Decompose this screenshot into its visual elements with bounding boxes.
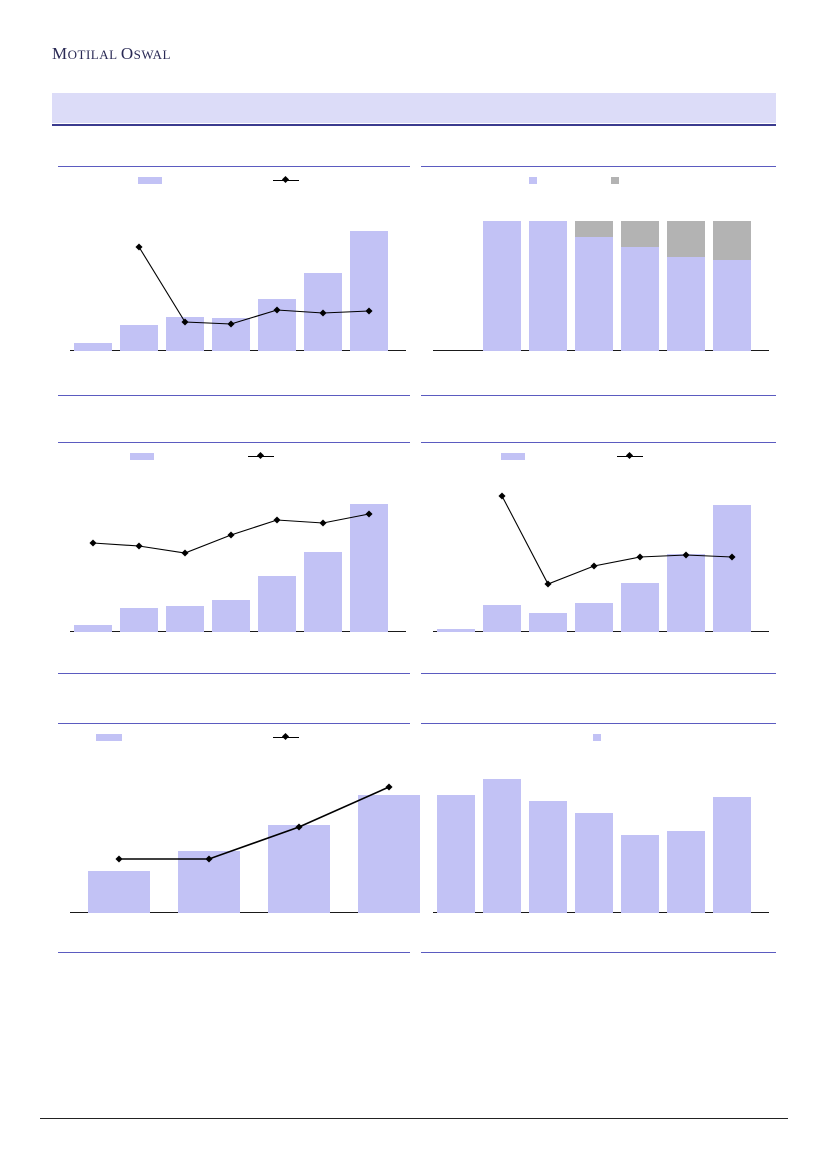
- chart-6-bar: [529, 801, 567, 913]
- legend-line-marker: [273, 180, 299, 181]
- chart-2-bar-top: [575, 221, 613, 237]
- panel-3-legend-bar: [130, 450, 158, 462]
- chart-6-bar: [483, 779, 521, 913]
- legend-bar-swatch: [529, 177, 537, 184]
- panel-5-legend-bar: [96, 731, 126, 743]
- chart-2-bar-top: [667, 221, 705, 257]
- panel-2-bottom-rule: [421, 395, 776, 396]
- panel-1-bottom-rule: [58, 395, 410, 396]
- chart-5-line-series: [70, 753, 406, 913]
- chart-3-line-series: [70, 472, 406, 632]
- section-banner: [52, 93, 776, 123]
- legend-bar-swatch: [593, 734, 601, 741]
- panel-2-legend-bar-secondary: [611, 174, 623, 186]
- logo-text-m: M: [52, 44, 68, 63]
- logo-text-otilal: OTILAL: [67, 47, 121, 62]
- panel-3-legend-line: [248, 450, 278, 462]
- chart-2-bar: [667, 257, 705, 351]
- panel-5-legend-line: [273, 731, 303, 743]
- panel-4-legend-bar: [501, 450, 529, 462]
- legend-line-marker: [617, 456, 643, 457]
- chart-panel-1: [58, 166, 410, 396]
- panel-3-top-rule: [58, 442, 410, 443]
- legend-bar-secondary-swatch: [611, 177, 619, 184]
- chart-1-line-series: [70, 196, 406, 351]
- panel-1-legend-bar: [138, 174, 166, 186]
- chart-6-bar: [713, 797, 751, 913]
- legend-bar-swatch: [138, 177, 162, 184]
- chart-panel-5: [58, 723, 410, 953]
- panel-1-top-rule: [58, 166, 410, 167]
- chart-2-bar: [621, 247, 659, 351]
- logo-text-o: O: [120, 44, 134, 63]
- panel-3-bottom-rule: [58, 673, 410, 674]
- chart-2-bar: [575, 237, 613, 351]
- chart-2-bar: [529, 221, 567, 351]
- panel-1-legend-line: [273, 174, 303, 186]
- chart-6-bar: [621, 835, 659, 913]
- chart-2-bar: [483, 221, 521, 351]
- chart-4-line-series: [433, 472, 769, 632]
- chart-3-plot: [70, 472, 406, 632]
- panel-4-bottom-rule: [421, 673, 776, 674]
- chart-panel-6: [421, 723, 776, 953]
- chart-6-bar: [575, 813, 613, 913]
- chart-6-bar: [437, 795, 475, 913]
- chart-5-plot: [70, 753, 406, 913]
- chart-2-plot: [433, 196, 769, 351]
- chart-6-plot: [433, 753, 769, 913]
- chart-1-plot: [70, 196, 406, 351]
- panel-6-legend-bar: [593, 731, 605, 743]
- company-logo: [52, 44, 171, 64]
- chart-2-bar-top: [621, 221, 659, 247]
- legend-line-marker: [248, 456, 274, 457]
- chart-4-plot: [433, 472, 769, 632]
- panel-2-top-rule: [421, 166, 776, 167]
- footer-divider: [40, 1118, 788, 1119]
- panel-4-legend-line: [617, 450, 647, 462]
- banner-divider: [52, 124, 776, 126]
- chart-6-bar: [667, 831, 705, 913]
- panel-5-bottom-rule: [58, 952, 410, 953]
- panel-5-top-rule: [58, 723, 410, 724]
- legend-bar-swatch: [501, 453, 525, 460]
- chart-panel-4: [421, 442, 776, 674]
- chart-2-bar-top: [713, 221, 751, 260]
- panel-6-top-rule: [421, 723, 776, 724]
- panel-6-bottom-rule: [421, 952, 776, 953]
- chart-panel-3: [58, 442, 410, 674]
- legend-line-marker: [273, 737, 299, 738]
- logo-text-swal: SWAL: [133, 47, 171, 62]
- panel-4-top-rule: [421, 442, 776, 443]
- panel-2-legend-bar: [529, 174, 541, 186]
- chart-2-bar: [713, 260, 751, 351]
- legend-bar-swatch: [96, 734, 122, 741]
- chart-panel-2: [421, 166, 776, 396]
- legend-bar-swatch: [130, 453, 154, 460]
